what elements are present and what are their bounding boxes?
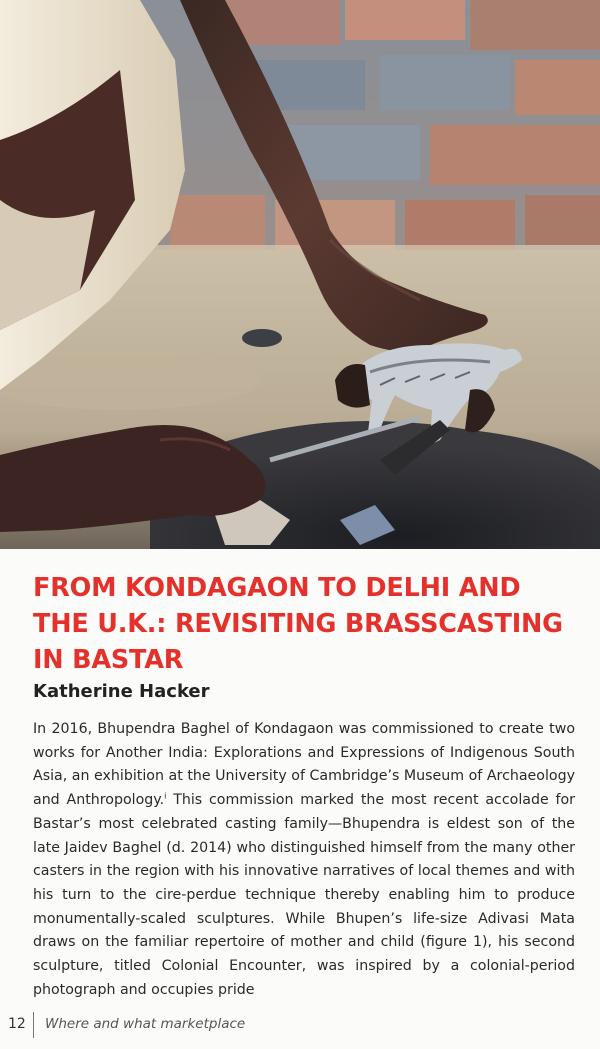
body-text-start: In 2016, Bhupendra Baghel of Kondagaon was commissioned to create two works for Another India: Explorations and Expressions of Indigenous South Asia, an exhibition at the University of Cambridge’s Museum of Archaeology and Anthropology. [33,721,575,809]
body-text-continued: This commission marked the most recent accolade for Bastar’s most celebrated casting family—Bhupendra is eldest son of the late Jaidev Baghel (d. 2014) who distinguished himself from the many other casters in the region with his innovative narratives of local themes and with his turn to the cire-perdue technique thereby enabling him to produce monumentally-scaled sculptures. While Bhupen’s life-size Adivasi Mata draws on the familiar repertoire of mother and child (figure 1), his second sculpture, titled Colonial Encounter, was inspired by a colonial-period photograph and occupies pride [33,792,575,998]
page-footer [0,1012,600,1038]
article-author: Katherine Hacker [33,681,210,702]
running-head: Where and what marketplace [45,1016,246,1032]
footer-divider [33,1012,34,1038]
page-number: 12 [8,1016,26,1032]
footnote-marker[interactable]: i [164,791,167,801]
article-body [33,718,575,1002]
article-title: FROM KONDAGAON TO DELHI AND THE U.K.: REVISITING BRASSCASTING IN BASTAR [33,573,563,675]
